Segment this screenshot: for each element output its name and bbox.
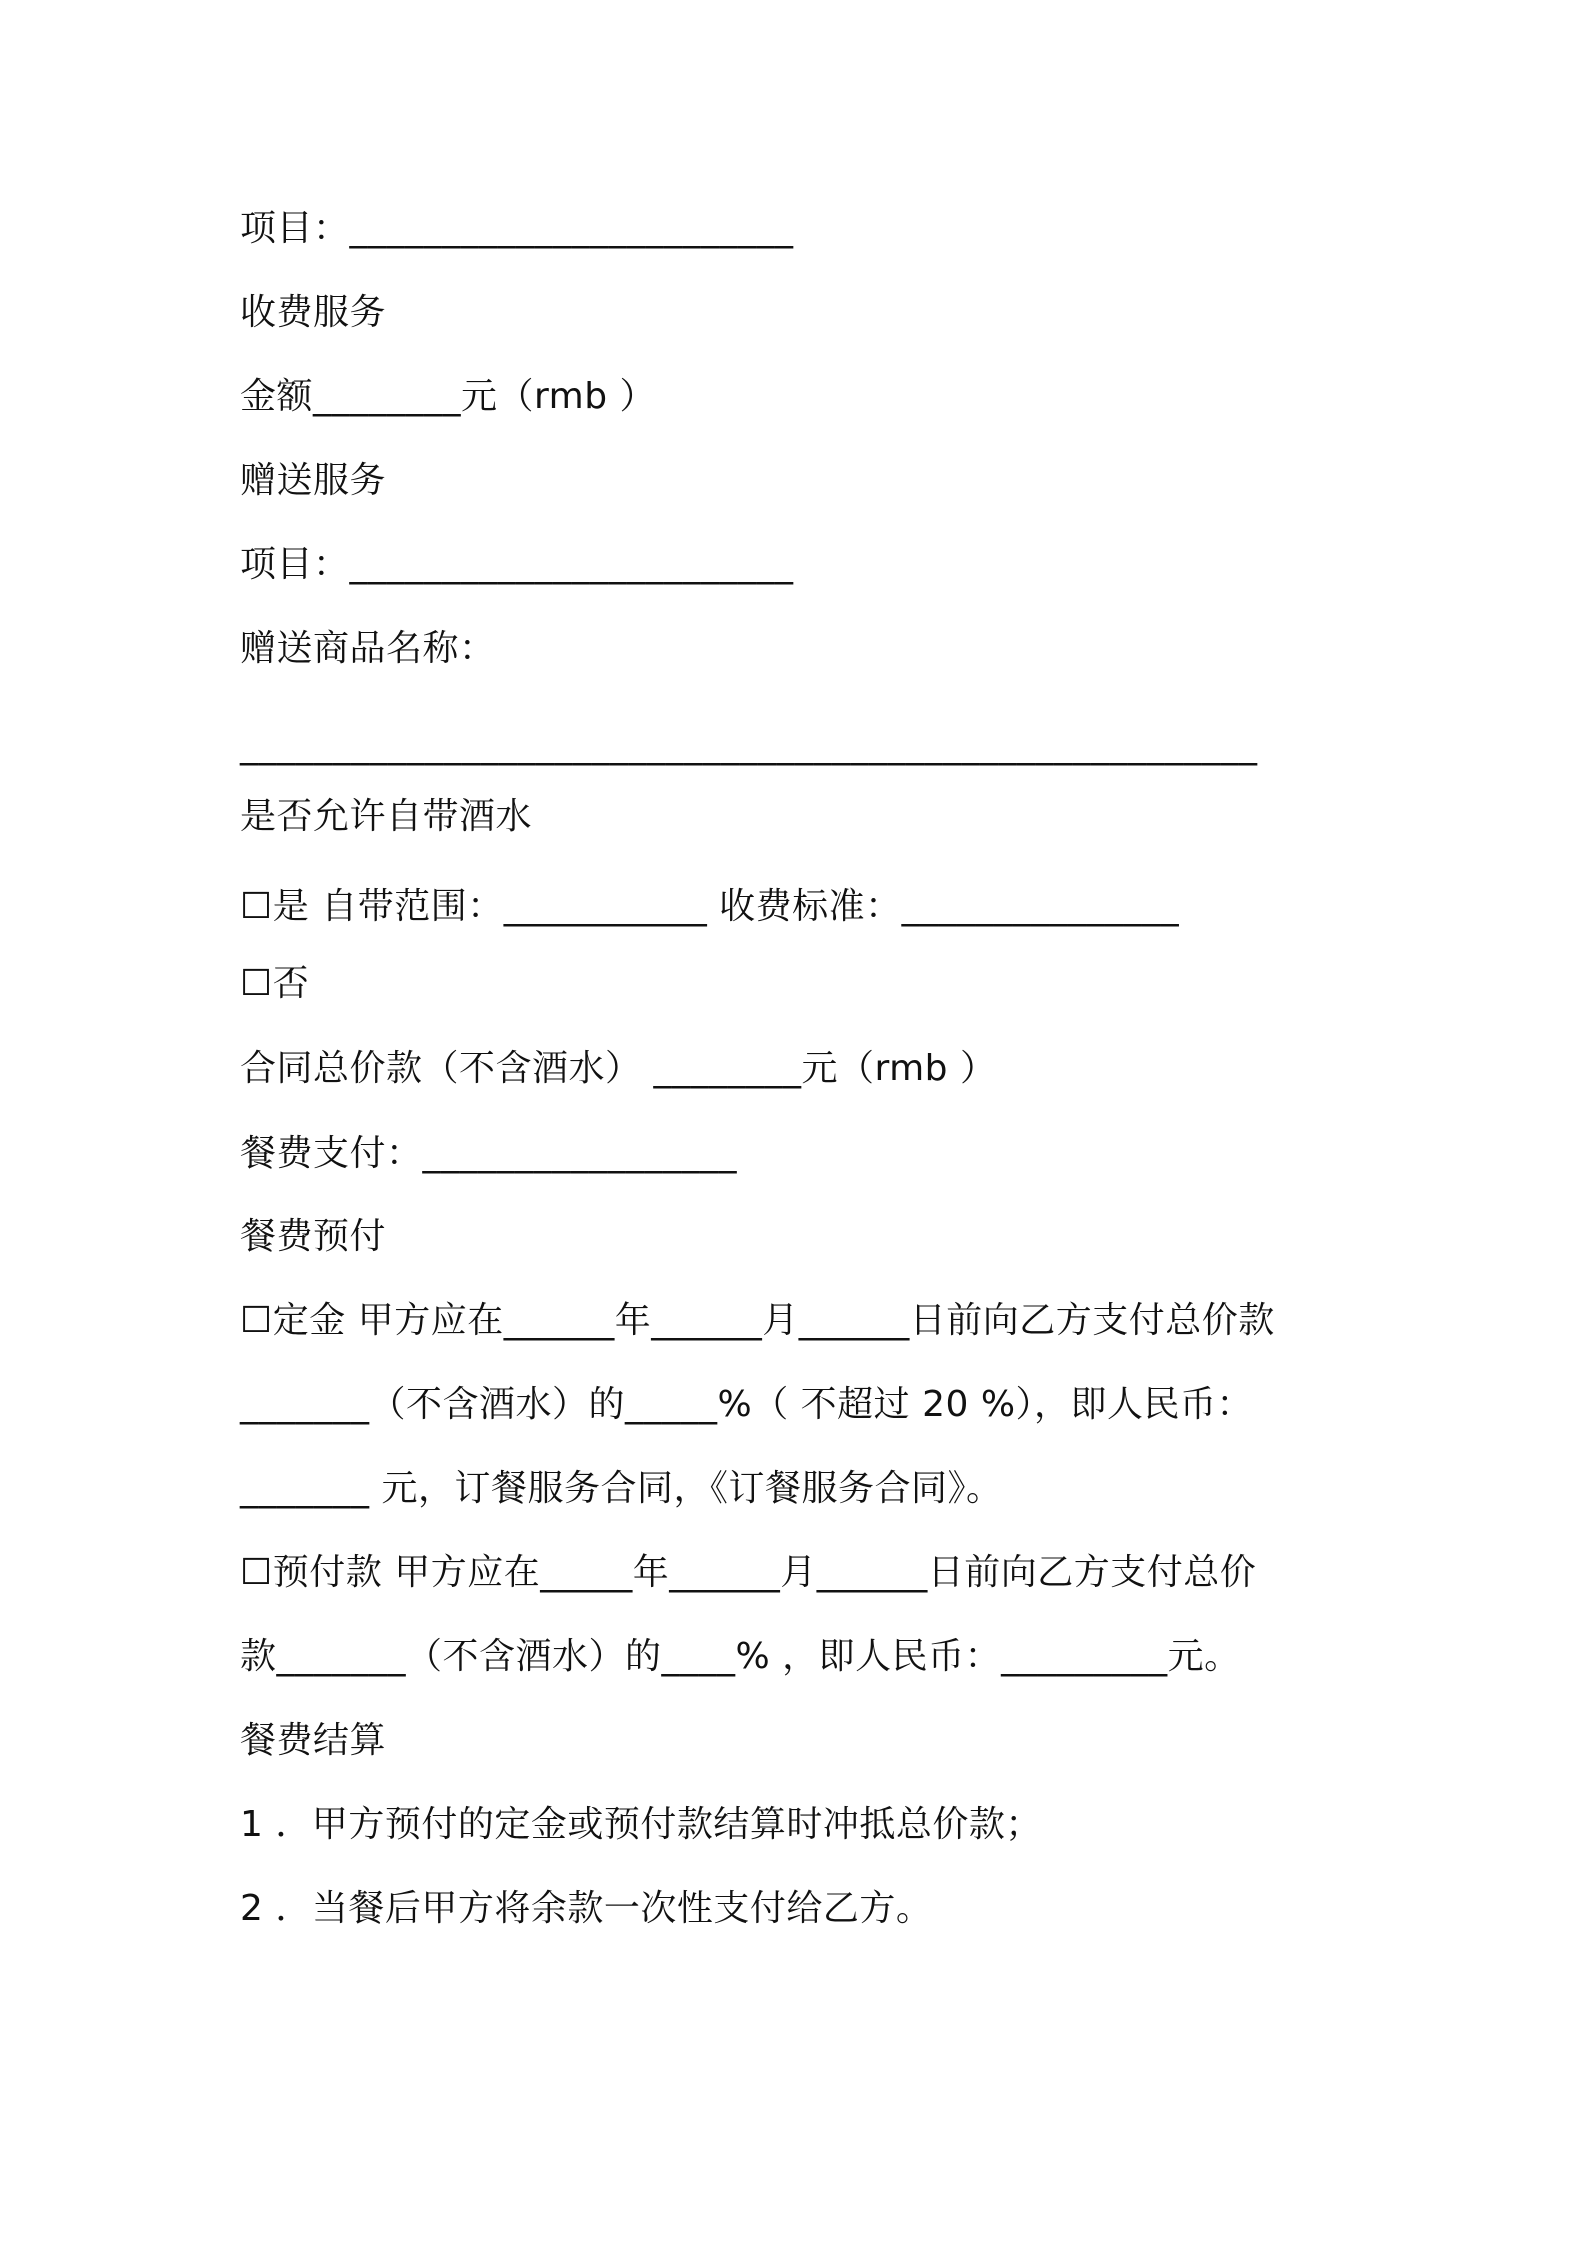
own-drinks-heading: 是否允许自带酒水 xyxy=(240,796,533,837)
project-line-1: 项目：________________________ xyxy=(240,208,794,249)
settlement-item-2: 2 ．当餐后甲方将余款一次性支付给乙方。 xyxy=(240,1888,933,1929)
gift-name-label: 赠送商品名称： xyxy=(240,628,496,669)
own-drinks-no-line: ☐否 xyxy=(240,963,310,1004)
meal-payment-line: 餐费支付：_________________ xyxy=(240,1133,738,1174)
settlement-item-1: 1 ．甲方预付的定金或预付款结算时冲抵总价款； xyxy=(240,1804,1042,1845)
prepayment-line-1: ☐预付款 甲方应在_____年______月______日前向乙方支付总价 xyxy=(240,1552,1257,1593)
contract-total-line: 合同总价款（不含酒水） ________元（rmb ） xyxy=(240,1048,997,1089)
prepayment-line-2: 款_______（不含酒水）的____% ，即人民币：_________元。 xyxy=(240,1636,1241,1677)
gift-name-blank: _______________________________________________________ xyxy=(240,725,1258,766)
own-drinks-yes-line: ☐是 自带范围：___________ 收费标准：_______________ xyxy=(240,886,1180,927)
deposit-line-1: ☐定金 甲方应在______年______月______日前向乙方支付总价款 xyxy=(240,1300,1275,1341)
paid-services-heading: 收费服务 xyxy=(240,292,387,333)
complimentary-services-heading: 赠送服务 xyxy=(240,460,387,501)
meal-prepay-heading: 餐费预付 xyxy=(240,1216,387,1257)
meal-settlement-heading: 餐费结算 xyxy=(240,1720,387,1761)
deposit-line-2: _______（不含酒水）的_____%（ 不超过 20 %），即人民币： xyxy=(240,1384,1254,1425)
amount-line: 金额________元（rmb ） xyxy=(240,376,657,417)
deposit-line-3: _______ 元，订餐服务合同，《订餐服务合同》。 xyxy=(240,1468,1003,1509)
project-line-2: 项目：________________________ xyxy=(240,544,794,585)
